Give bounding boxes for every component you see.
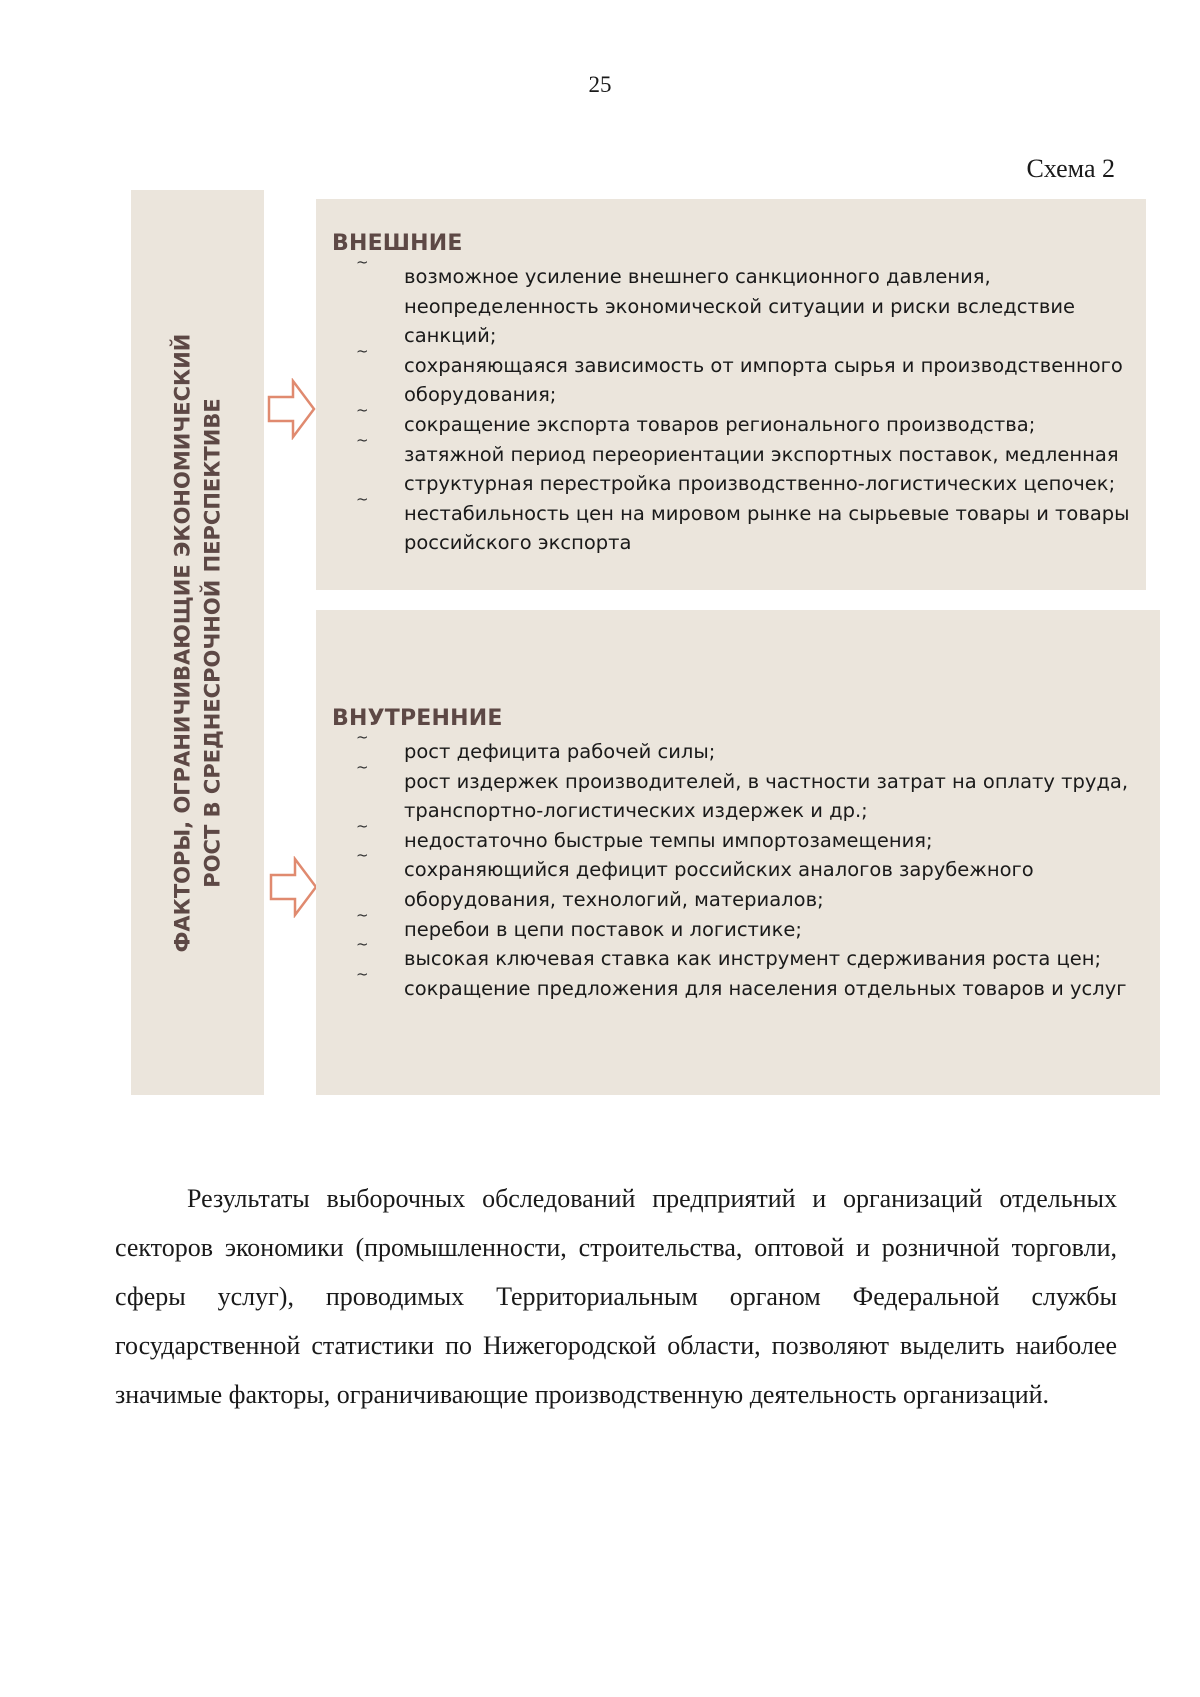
list-item <box>316 846 1150 914</box>
list-item-text: возможное усиление внешнего санкционного давления, неопределенность экономической ситуации и риски вследствие санкций; <box>404 265 1075 348</box>
external-factors-heading: ВНЕШНИЕ <box>332 231 463 256</box>
tilde-bullet-icon: ~ <box>356 816 369 835</box>
tilde-bullet-icon: ~ <box>356 341 369 360</box>
page-number: 25 <box>588 72 612 97</box>
tilde-bullet-icon: ~ <box>356 728 369 746</box>
tilde-bullet-icon: ~ <box>356 253 369 271</box>
list-item <box>316 816 1150 856</box>
list-item-text: сохраняющаяся зависимость от импорта сырья и производственного оборудования; <box>404 353 1123 407</box>
list-item <box>316 728 1150 767</box>
tilde-bullet-icon: ~ <box>356 757 369 776</box>
external-factors-list <box>316 253 1136 558</box>
tilde-bullet-icon: ~ <box>356 935 369 954</box>
external-factors-box <box>316 199 1146 590</box>
tilde-bullet-icon: ~ <box>356 846 369 865</box>
list-item-text: рост издержек производителей, в частности затрат на оплату труда, транспортно-логистических издержек и др.; <box>404 769 1129 823</box>
arrow-right-icon <box>269 856 319 918</box>
body-paragraph: Результаты выборочных обследований предприятий и организаций отдельных секторов экономики (промышленности, строительства, оптовой и розничной торговли, сферы услуг), проводимых Территориальным органом Федеральной службы государственной статистики по Нижегородской области, позволяют выделить наиболее значимые факторы, ограничивающие производственную деятельность организаций. <box>115 1184 1117 1409</box>
tilde-bullet-icon: ~ <box>356 430 369 449</box>
arrow-right-icon <box>267 378 317 440</box>
list-item-text: сокращение предложения для населения отдельных товаров и услуг <box>404 976 1127 1000</box>
list-item-text: рост дефицита рабочей силы; <box>404 740 716 763</box>
list-item-text: сохраняющийся дефицит российских аналогов зарубежного оборудования, технологий, материалов; <box>404 858 1034 911</box>
tilde-bullet-icon: ~ <box>356 964 369 983</box>
list-item <box>316 964 1150 1004</box>
list-item <box>316 489 1136 558</box>
tilde-bullet-icon: ~ <box>356 905 369 924</box>
list-item-text: нестабильность цен на мировом рынке на сырьевые товары и товары российского экспорта <box>404 501 1130 555</box>
list-item-text: затяжной период переориентации экспортных поставок, медленная структурная перестройка производственно-логистических цепочек; <box>404 442 1119 496</box>
list-item <box>316 430 1136 499</box>
list-item <box>316 935 1150 974</box>
list-item-text: недостаточно быстрые темпы импортозамещения; <box>404 828 933 852</box>
list-item <box>316 905 1150 945</box>
internal-factors-list <box>316 728 1150 1003</box>
list-item <box>316 341 1136 410</box>
scheme-label: Схема 2 <box>1026 154 1115 183</box>
diagram-side-title: ФАКТОРЫ, ОГРАНИЧИВАЮЩИЕ ЭКОНОМИЧЕСКИЙ РОСТ В СРЕДНЕСРОЧНОЙ ПЕРСПЕКТИВЕ <box>170 333 225 952</box>
internal-factors-box <box>316 610 1160 1095</box>
list-item-text: высокая ключевая ставка как инструмент сдерживания роста цен; <box>404 947 1102 971</box>
list-item-text: сокращение экспорта товаров регионального производства; <box>404 412 1036 436</box>
tilde-bullet-icon: ~ <box>356 489 369 508</box>
list-item <box>316 253 1136 351</box>
tilde-bullet-icon: ~ <box>356 400 369 419</box>
list-item <box>316 400 1136 440</box>
list-item <box>316 757 1150 826</box>
list-item-text: перебои в цепи поставок и логистике; <box>404 917 802 941</box>
internal-factors-heading: ВНУТРЕННИЕ <box>332 706 503 731</box>
diagram-side-panel <box>131 190 264 1095</box>
